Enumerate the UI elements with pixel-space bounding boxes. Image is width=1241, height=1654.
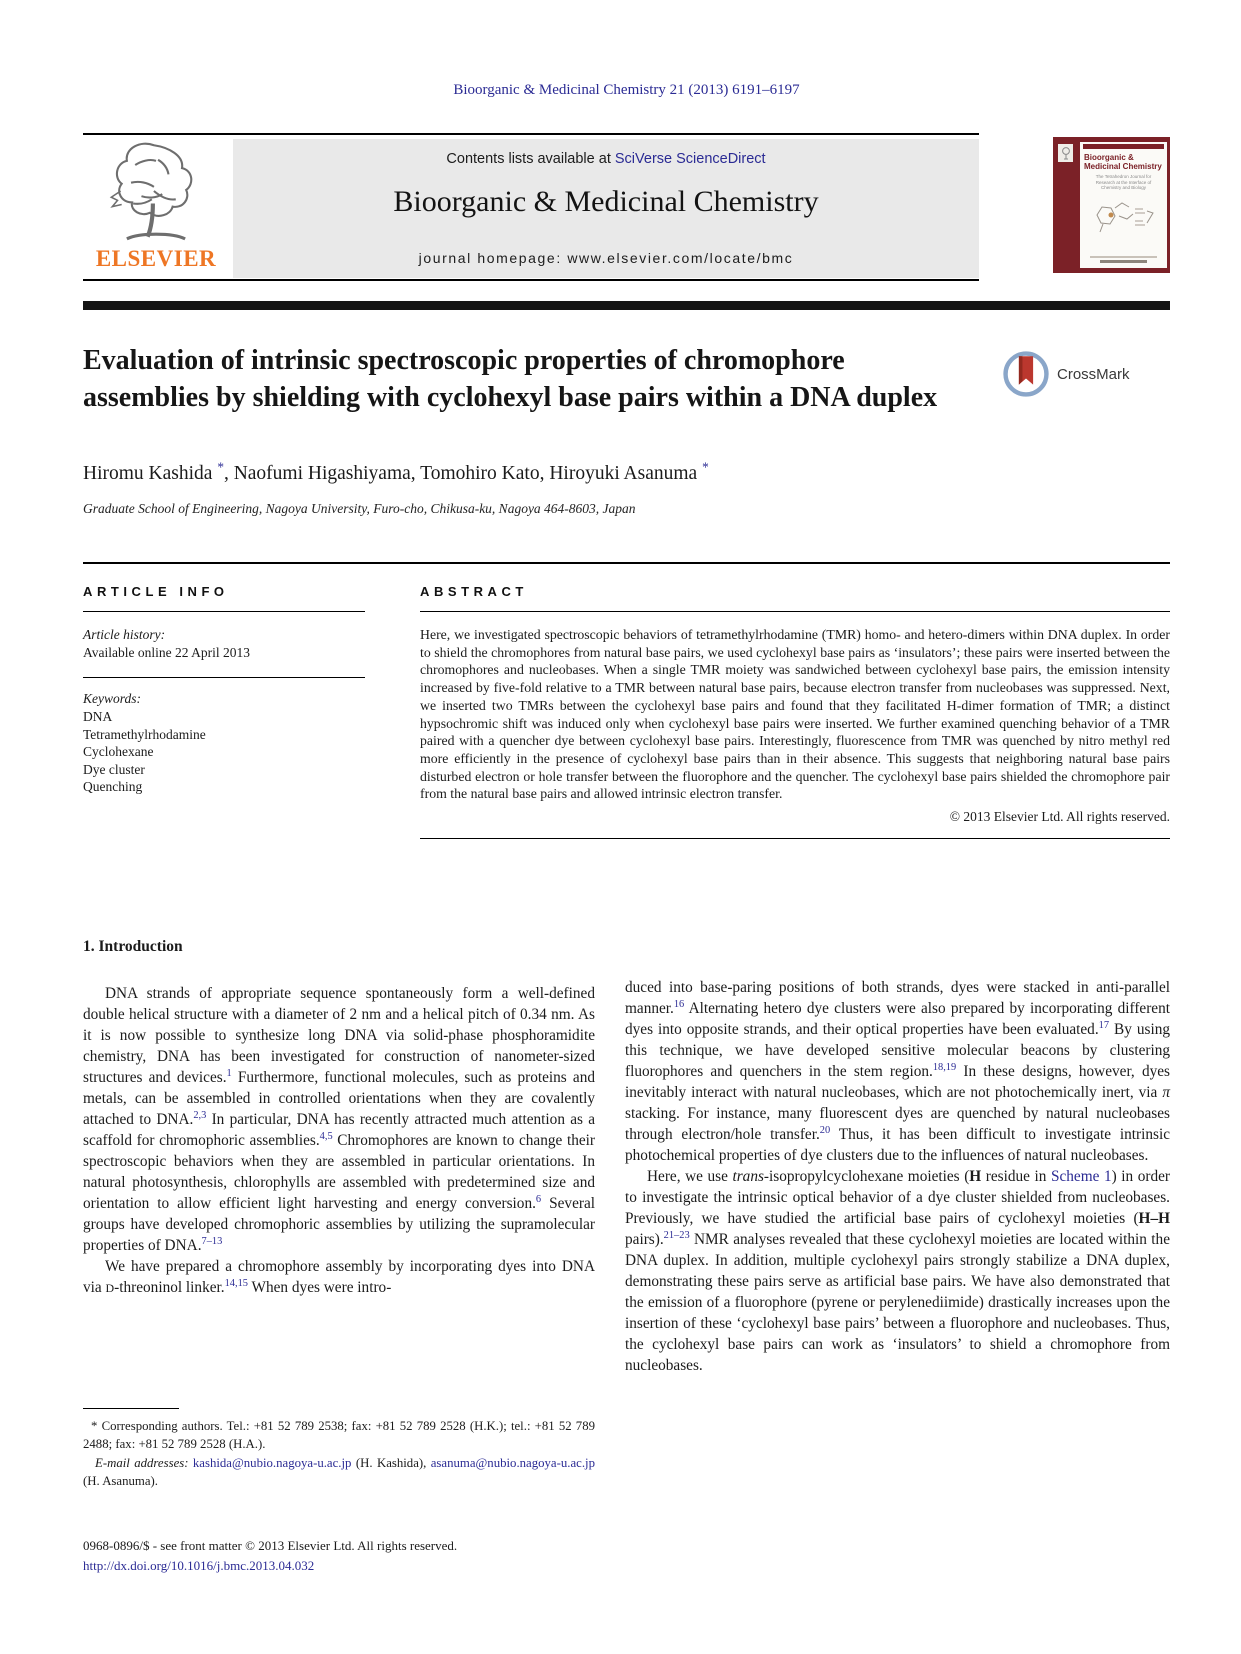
- homepage-line: [233, 250, 979, 266]
- issn-copyright-line: 0968-0896/$ - see front matter © 2013 Elsevier Ltd. All rights reserved.: [83, 1538, 458, 1553]
- journal-title: Bioorganic & Medicinal Chemistry: [393, 185, 819, 218]
- keyword-item: Cyclohexane: [83, 744, 154, 759]
- keyword-item: Quenching: [83, 779, 143, 794]
- abstract-heading: ABSTRACT: [420, 584, 528, 599]
- body-paragraph: We have prepared a chromophore assembly by incorporating dyes into DNA via D-threoninol linker.$^{14,15}$ When dyes were intro-: [83, 1258, 595, 1296]
- copyright-line: © 2013 Elsevier Ltd. All rights reserved.: [949, 809, 1170, 825]
- body-paragraph: Here, we use trans-isopropylcyclohexane moieties (H residue in Scheme 1) in order to investigate the intrinsic optical behavior of a dye cluster shielded from nucleobases. Previously, we have studied the artificial base pairs of cyclohexyl moieties (H–H pairs).$^{21-23}$ NMR analyses revealed that these cyclohexyl moieties are located within the DNA duplex. In addition, multiple cyclohexyl pairs strongly stabilize a DNA duplex, demonstrating these pairs serve as artificial base pairs. We have also demonstrated that the emission of a fluorophore (pyrene or perylenediimide) drastically increases upon the insertion of these ‘cyclohexyl base pairs’ between a fluorophore and nucleobases. Thus, the cyclohexyl base pairs can work as ‘insulators’ to shield a chromophore from nucleobases.: [625, 1168, 1170, 1374]
- divider: [420, 611, 1170, 612]
- body-paragraph: duced into base-paring positions of both strands, dyes were stacked in anti-parallel manner.$^{16}$ Alternating hetero dye clusters were also prepared by incorporating different dyes into opposite strands, and their optical properties have been evaluated.$^{17}$ By using this technique, we have developed sensitive molecular beacons by clustering fluorophores and quenchers in the stem region.$^{18,19}$ In these designs, however, dyes inevitably interact with natural nucleobases, which are not photochemically inert, via π stacking. For instance, many fluorescent dyes are quenched by natural nucleobases through electron/hole transfer.$^{20}$ Thus, it has been difficult to investigate intrinsic photochemical properties of dye clusters due to the influences of natural nucleobases.: [625, 979, 1170, 1164]
- homepage-prefix: journal homepage:: [418, 250, 568, 266]
- cover-journal-title: Bioorganic & Medicinal Chemistry: [1084, 153, 1162, 171]
- journal-header-banner: [233, 139, 979, 278]
- body-paragraph: DNA strands of appropriate sequence spontaneously form a well-defined double helical structure with a diameter of 2 nm and a helical pitch of 0.34 nm. As it is now possible to synthesize long DNA via solid-phase phosphoramidite chemistry, DNA has been investigated for construction of nanometer-sized structures and devices.$^1$ Furthermore, functional molecules, such as proteins and metals, can be assembled in controlled orientations when they are covalently attached to DNA.$^{2,3}$ In particular, DNA has recently attracted much attention as a scaffold for chromophoric assemblies.$^{4,5}$ Chromophores are known to change their spectroscopic behaviors when they are assembled in particular orientations. In natural photosynthesis, chlorophylls are assembled with predetermined size and orientation to allow efficient light harvesting and energy conversion.$^6$ Several groups have developed chromophoric assemblies by utilizing the supramolecular properties of DNA.$^{7-13}$: [83, 985, 596, 1254]
- journal-cover-thumbnail[interactable]: [1053, 137, 1170, 273]
- article-history-label: Article history:: [83, 627, 166, 642]
- section-heading-introduction: 1. Introduction: [83, 938, 183, 955]
- keyword-item: Dye cluster: [83, 761, 145, 777]
- article-info-heading: ARTICLE INFO: [83, 584, 229, 599]
- cover-publisher-chip: [1058, 144, 1073, 162]
- elsevier-tree-icon: [104, 139, 208, 243]
- contents-line: [233, 151, 979, 167]
- abstract-text: Here, we investigated spectroscopic behaviors of tetramethylrhodamine (TMR) homo- and hetero-dimers within DNA duplex. In order to shield the chromophores from natural base pairs, we used cyclohexyl base pairs as ‘insulators’; these pairs were inserted between the chromophores and nucleobases. When a single TMR moiety was sandwiched between cyclohexyl base pairs, the emission intensity increased by five-fold relative to a TMR between natural base pairs, because electron transfer from nucleobases was suppressed. Next, we inserted two TMRs between the cyclohexyl base pairs and found that they facilitated H-dimer formation of TMR; a distinct hypsochromic shift was induced only when cyclohexyl base pairs were inserted. We further examined quenching behavior of a TMR paired with a quencher dye between cyclohexyl base pairs. Interestingly, fluorescence from TMR was quenched by nitro methyl red more efficiently in the presence of cyclohexyl base pairs than in their absence. This suggests that neighboring natural base pairs disturbed electron or hole transfer between the fluorophore and the quencher. The cyclohexyl base pairs shielded the chromophore pair from the natural base pairs and allowed intrinsic electron transfer.: [420, 627, 1170, 802]
- affiliation-line: Graduate School of Engineering, Nagoya University, Furo-cho, Chikusa-ku, Nagoya 464-8603, Japan: [83, 501, 636, 516]
- keyword-item: Tetramethylrhodamine: [83, 726, 206, 742]
- cover-content-panel: [1080, 142, 1167, 268]
- crossmark-label: CrossMark: [1057, 365, 1130, 383]
- journal-reference-line: Bioorganic & Medicinal Chemistry 21 (2013) 6191–6197: [453, 82, 800, 98]
- divider: [420, 838, 1170, 839]
- crossmark-badge[interactable]: [1002, 350, 1130, 398]
- divider: [83, 562, 1170, 564]
- divider: [83, 279, 979, 281]
- footnote-block: [83, 1408, 595, 1490]
- divider: [83, 133, 979, 135]
- cover-subtitle: The Tetrahedron Journal for Research at the Interface of Chemistry and Biology: [1095, 174, 1152, 190]
- divider: [83, 611, 365, 612]
- author-list: Hiromu Kashida *, Naofumi Higashiyama, Tomohiro Kato, Hiroyuki Asanuma *: [83, 459, 709, 484]
- divider: [83, 677, 365, 678]
- abstract-column: [420, 584, 1170, 839]
- corresponding-authors-note: * Corresponding authors. Tel.: +81 52 789 2538; fax: +81 52 789 2528 (H.K.); tel.: +81 52 789 2488; fax: +81 52 789 2528 (H.A.).: [83, 1419, 595, 1451]
- elsevier-logo[interactable]: [83, 139, 229, 277]
- imprint-block: [83, 1536, 457, 1575]
- keyword-item: DNA: [83, 709, 113, 724]
- homepage-url-link[interactable]: www.elsevier.com/locate/bmc: [567, 250, 794, 266]
- elsevier-wordmark: ELSEVIER: [95, 246, 217, 271]
- footnote-divider: [83, 1408, 179, 1409]
- crossmark-icon: [1002, 350, 1050, 398]
- email-addresses-note: E-mail addresses: kashida@nubio.nagoya-u.ac.jp (H. Kashida), asanuma@nubio.nagoya-u.ac.jp (H. Asanuma).: [83, 1456, 595, 1488]
- cover-tree-icon: [1061, 147, 1071, 160]
- doi-link[interactable]: http://dx.doi.org/10.1016/j.bmc.2013.04.032: [83, 1557, 315, 1573]
- article-info-column: [83, 584, 365, 796]
- body-left-column: [83, 938, 595, 1299]
- contents-prefix: Contents lists available at: [446, 151, 615, 167]
- cover-structure-art: [1089, 195, 1159, 237]
- available-online-date: Available online 22 April 2013: [83, 645, 250, 660]
- cover-footer-text: [1090, 256, 1157, 264]
- keywords-label: Keywords:: [83, 691, 141, 706]
- article-title: Evaluation of intrinsic spectroscopic properties of chromophore assemblies by shielding with cyclohexyl base pairs within a DNA duplex: [83, 345, 938, 413]
- body-right-column: [625, 938, 1170, 1376]
- cover-top-bar: [1083, 144, 1164, 149]
- sciverse-sciencedirect-link[interactable]: SciVerse ScienceDirect: [614, 151, 766, 167]
- header-black-bar: [83, 301, 1170, 310]
